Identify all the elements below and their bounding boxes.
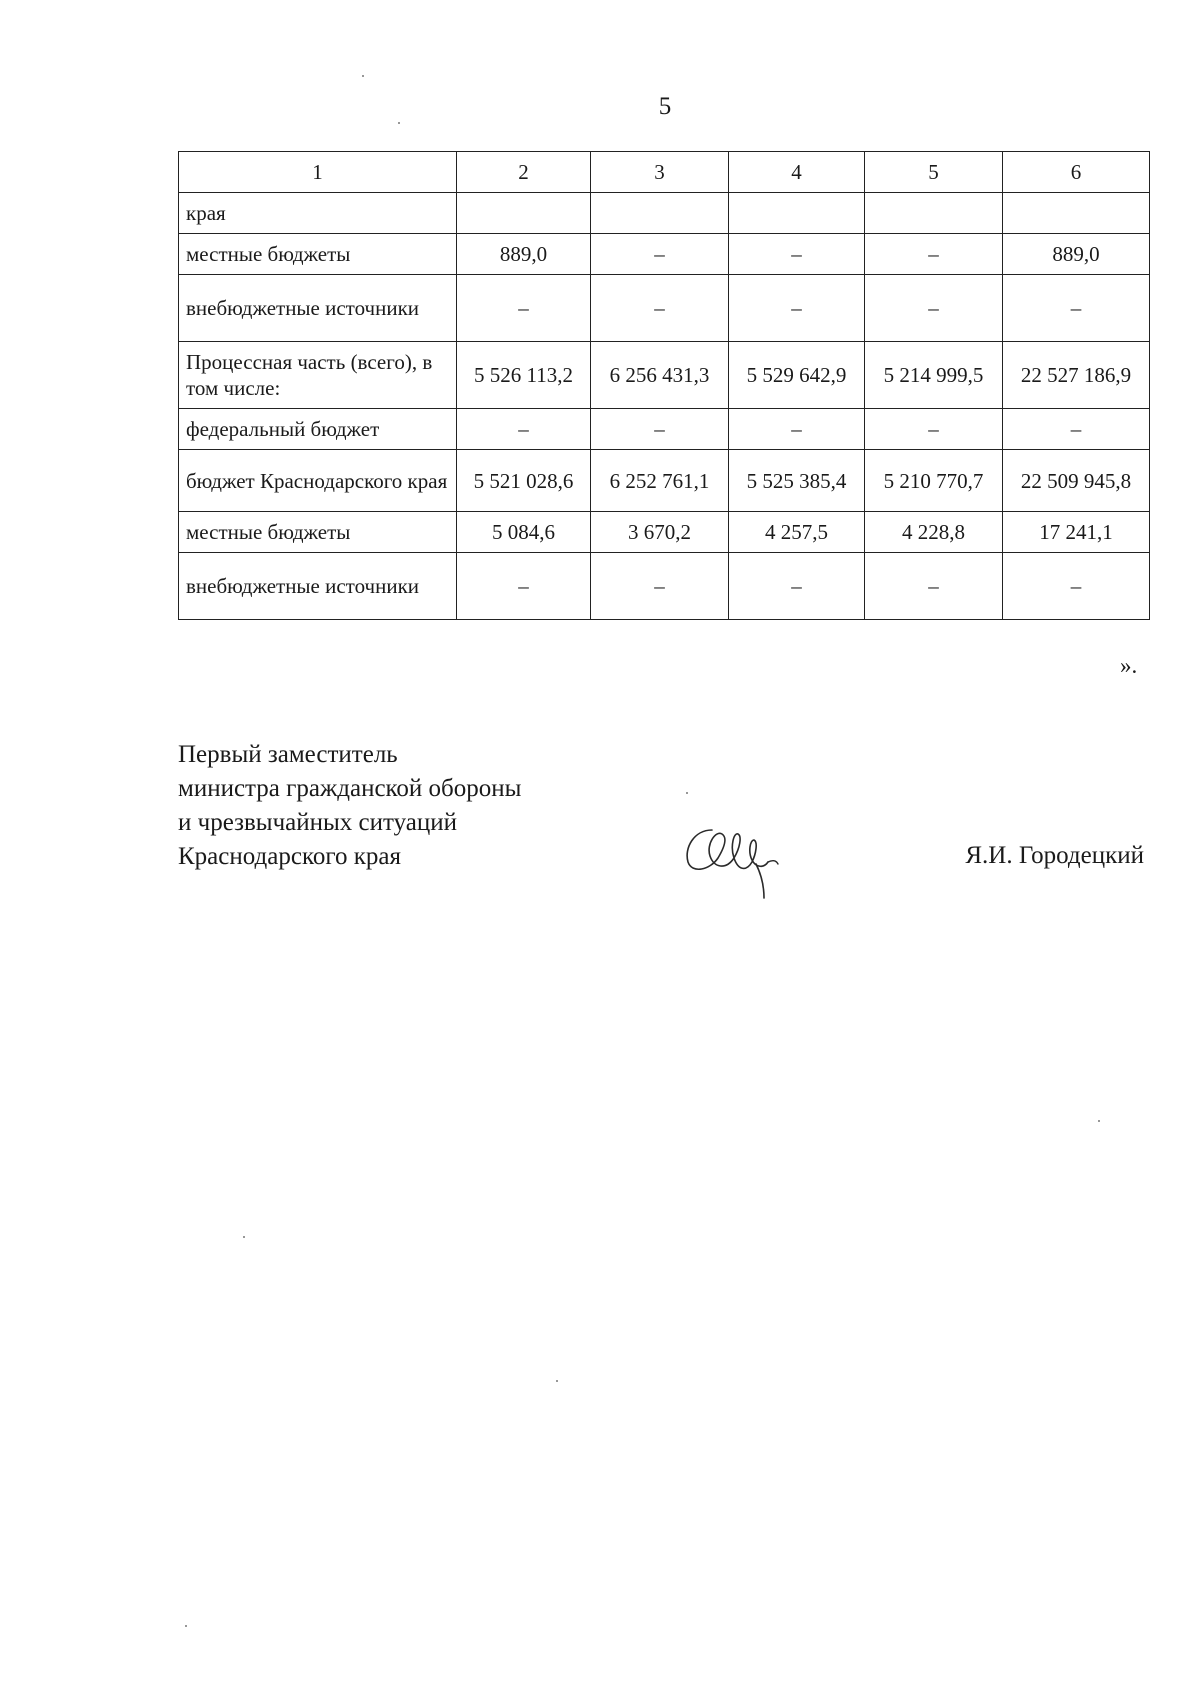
table-cell: – <box>1003 275 1150 342</box>
table-cell: – <box>457 409 591 450</box>
column-header: 6 <box>1003 152 1150 193</box>
row-label: внебюджетные источники <box>179 553 457 620</box>
table-cell: 4 257,5 <box>729 512 865 553</box>
table-cell: – <box>865 409 1003 450</box>
table-cell: 4 228,8 <box>865 512 1003 553</box>
signatory-title-line: министра гражданской обороны <box>178 775 522 802</box>
table-cell <box>591 193 729 234</box>
table-cell: 22 509 945,8 <box>1003 450 1150 512</box>
table-row <box>179 409 1150 450</box>
column-header: 3 <box>591 152 729 193</box>
table-cell: – <box>1003 553 1150 620</box>
row-label: края <box>179 193 457 234</box>
page-number: 5 <box>658 93 672 120</box>
table-cell <box>1003 193 1150 234</box>
table-cell: 6 252 761,1 <box>591 450 729 512</box>
table-cell: – <box>865 275 1003 342</box>
table-row <box>179 450 1150 512</box>
row-label: внебюджетные источники <box>179 275 457 342</box>
table-cell: – <box>591 234 729 275</box>
table-cell: – <box>729 234 865 275</box>
row-label: бюджет Краснодарского края <box>179 450 457 512</box>
row-label: местные бюджеты <box>179 512 457 553</box>
table-cell: – <box>1003 409 1150 450</box>
signatory-title-line: и чрезвычайных ситуаций <box>178 809 458 836</box>
table-row <box>179 342 1150 409</box>
closing-quote: ». <box>1120 653 1138 678</box>
table-cell: 3 670,2 <box>591 512 729 553</box>
scan-speck <box>1098 1120 1100 1122</box>
budget-table <box>178 151 1150 620</box>
table-cell: 5 084,6 <box>457 512 591 553</box>
table-cell: 5 526 113,2 <box>457 342 591 409</box>
scan-speck <box>398 122 400 124</box>
table-cell: 5 210 770,7 <box>865 450 1003 512</box>
table-row <box>179 193 1150 234</box>
column-header: 1 <box>179 152 457 193</box>
column-header: 4 <box>729 152 865 193</box>
row-label: федеральный бюджет <box>179 409 457 450</box>
table-cell: 5 525 385,4 <box>729 450 865 512</box>
table-cell: – <box>591 409 729 450</box>
scan-speck <box>686 792 688 794</box>
table-cell: – <box>729 275 865 342</box>
table-cell: – <box>865 553 1003 620</box>
table-row <box>179 553 1150 620</box>
table-cell: 22 527 186,9 <box>1003 342 1150 409</box>
table-cell <box>729 193 865 234</box>
table-cell: – <box>457 275 591 342</box>
table-cell: 5 529 642,9 <box>729 342 865 409</box>
table-cell: 6 256 431,3 <box>591 342 729 409</box>
scan-speck <box>362 75 364 77</box>
signatory-title <box>178 738 521 874</box>
table-cell: 889,0 <box>1003 234 1150 275</box>
table-cell <box>457 193 591 234</box>
scan-speck <box>243 1236 245 1238</box>
table-row <box>179 234 1150 275</box>
table-row <box>179 275 1150 342</box>
table-cell: – <box>457 553 591 620</box>
table-cell: – <box>729 409 865 450</box>
signatory-title-line: Краснодарского края <box>178 843 401 870</box>
table-cell: – <box>865 234 1003 275</box>
table-cell <box>865 193 1003 234</box>
scan-speck <box>185 1625 187 1627</box>
column-header: 5 <box>865 152 1003 193</box>
row-label: Процессная часть (всего), в том числе: <box>179 342 457 409</box>
table-cell: – <box>591 553 729 620</box>
signatory-title-line: Первый заместитель <box>178 741 398 768</box>
row-label: местные бюджеты <box>179 234 457 275</box>
table-cell: – <box>591 275 729 342</box>
table-cell: – <box>729 553 865 620</box>
table-cell: 5 521 028,6 <box>457 450 591 512</box>
column-header: 2 <box>457 152 591 193</box>
signatory-name: Я.И. Городецкий <box>965 842 1144 869</box>
table-cell: 17 241,1 <box>1003 512 1150 553</box>
scan-speck <box>556 1380 558 1382</box>
table-header-row <box>179 152 1150 193</box>
table-cell: 889,0 <box>457 234 591 275</box>
table-cell: 5 214 999,5 <box>865 342 1003 409</box>
handwritten-signature <box>680 818 790 903</box>
table-row <box>179 512 1150 553</box>
